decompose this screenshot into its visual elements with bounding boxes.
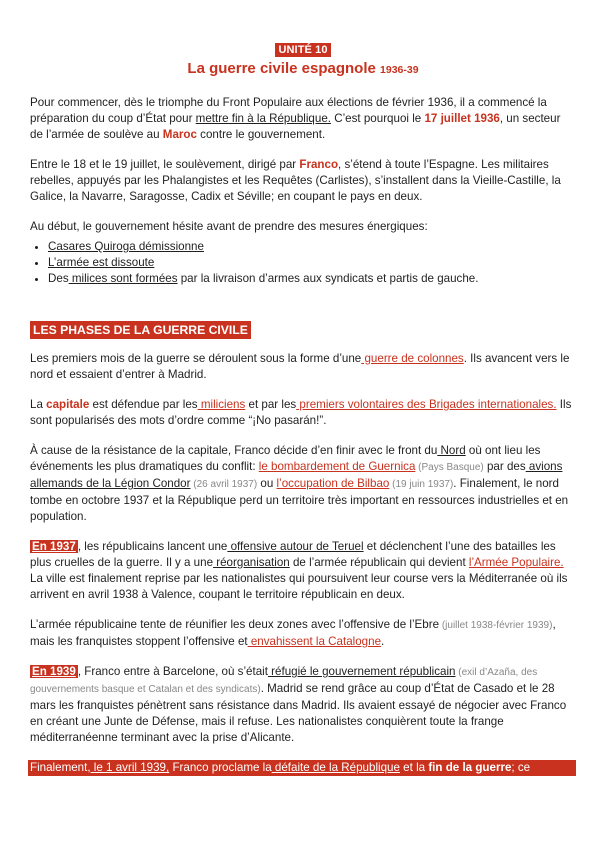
grey-note: (Pays Basque) <box>415 462 484 473</box>
title-years: 1936-39 <box>380 64 419 76</box>
highlight-year: En 1937 <box>32 540 76 553</box>
text: . Ils avancent vers le nord et essaient d’entrer à Madrid. <box>30 352 570 381</box>
text: Des <box>48 272 69 285</box>
text: Ils sont popularisés des mots d’ordre comme “¡No pasarán!”. <box>30 398 572 427</box>
measures-list <box>30 239 576 287</box>
underlined-text: offensive autour de Teruel <box>227 540 364 553</box>
text: Franco proclame la <box>169 761 272 774</box>
text: , Franco entre à Barcelone, où s’était <box>77 665 268 678</box>
section-heading: LES PHASES DE LA GUERRE CIVILE <box>30 321 251 339</box>
grey-note: (19 juin 1937) <box>389 479 454 490</box>
text: , un secteur de l’armée de soulève au <box>30 112 561 141</box>
text: L’armée républicaine tente de réunifier les deux zones avec l’offensive de l’Ebre <box>30 618 440 631</box>
underlined-text: le 1 avril 1939, <box>90 761 170 774</box>
highlight-capitale: capitale <box>46 398 90 411</box>
text: contre le gouvernement. <box>196 128 326 141</box>
red-underlined-text: l’Armée Populaire. <box>468 556 564 569</box>
phases-paragraph-4 <box>30 539 576 603</box>
phases-paragraph-7 <box>28 760 576 776</box>
grey-note: (juillet 1938-février 1939) <box>439 620 553 631</box>
text: , les républicains lancent une <box>77 540 228 553</box>
underlined-text: L’armée est dissoute <box>48 256 155 269</box>
text: et la <box>399 761 429 774</box>
document-page <box>30 40 576 776</box>
list-item <box>48 255 576 271</box>
text: . Finalement, le nord tombe en octobre 1937 et la République perd un territoire très important en ressources industrielles et en population. <box>30 477 569 523</box>
text: ou <box>257 477 277 490</box>
text: Pour commencer, dès le triomphe du Front Populaire aux élections de février 1936, il a commencé la préparation du coup d’État pour <box>30 96 547 125</box>
intro-paragraph-2 <box>30 157 576 205</box>
title-text: La guerre civile espagnole <box>187 60 376 77</box>
phases-paragraph-3 <box>30 443 576 525</box>
underlined-text: avions allemands de la Légion Condor <box>30 460 563 490</box>
text: . Madrid se rend grâce au coup d’État de Casado et le 28 mars les franquistes pénètrent sans résistance dans Madrid. Ils avaient essayé de négocier avec Franco en créant une Junte de Défense, mais il refuse. Les nationalistes conquièrent toute la frange méditerranéenne terminant avec la prise d’Alicante. <box>30 682 567 744</box>
phases-paragraph-5 <box>30 617 576 650</box>
list-item <box>48 271 576 287</box>
text: par la livraison d’armes aux syndicats et partis de gauche. <box>177 272 479 285</box>
text: , s’étend à toute l’Espagne. Les militaires rebelles, appuyés par les Phalangistes et les Requêtes (Carlistes), s’installent dans la Vieille-Castille, la Galice, la Navarre, Saragosse, Cadix et Séville; en coupant le pays en deux. <box>30 158 561 203</box>
underlined-text: Nord <box>437 444 466 457</box>
text: Entre le 18 et le 19 juillet, le soulèvement, dirigé par <box>30 158 300 171</box>
highlight-franco: Franco <box>299 158 339 171</box>
red-underlined-text: envahissent la Catalogne <box>247 635 382 648</box>
page-title <box>30 60 576 77</box>
list-item <box>48 239 576 255</box>
red-underlined-text: guerre de colonnes <box>361 352 464 365</box>
text: C’est pourquoi le <box>331 112 425 125</box>
underlined-text: réfugié le gouvernement républicain <box>267 665 456 678</box>
bold-text: fin de la guerre <box>428 761 512 774</box>
red-underlined-text: premiers volontaires des Brigades internationales. <box>296 398 557 411</box>
text: Les premiers mois de la guerre se déroulent sous la forme d’une <box>30 352 362 365</box>
red-underlined-text: miliciens <box>197 398 246 411</box>
highlight-maroc: Maroc <box>162 128 197 141</box>
intro-paragraph-1 <box>30 95 576 143</box>
text: où ont lieu les événements les plus dramatiques du conflit: <box>30 444 541 473</box>
red-underlined-text: l’occupation de Bilbao <box>276 477 390 490</box>
underlined-text: réorganisation <box>213 556 290 569</box>
grey-note: (exil d’Azaña, des gouvernements basque et Catalan et des syndicats) <box>30 667 538 695</box>
highlight-date: 17 juillet 1936 <box>424 112 500 125</box>
grey-note: (26 avril 1937) <box>190 479 258 490</box>
text: À cause de la résistance de la capitale, Franco décide d’en finir avec le front du <box>30 444 438 457</box>
unit-label-wrap <box>30 40 576 58</box>
text: est défendue par les <box>89 398 198 411</box>
text: par des <box>483 460 526 473</box>
text: La <box>30 398 47 411</box>
phases-paragraph-6 <box>30 664 576 746</box>
text: La ville est finalement reprise par les nationalistes qui poursuivent leur course vers la Méditerranée où ils arrivent en avril 1938 à Valence, coupant le territoire républicain en deux. <box>30 572 568 601</box>
red-underlined-text: le bombardement de Guernica <box>258 460 416 473</box>
text: et par les <box>245 398 297 411</box>
underlined-text: défaite de la République <box>271 761 400 774</box>
text: Finalement, <box>30 761 91 774</box>
underlined-text: Casares Quiroga démissionne <box>48 240 204 253</box>
underlined-text: mettre fin à la République. <box>195 112 331 125</box>
text: de l’armée républicain qui devient <box>289 556 469 569</box>
text: , mais les franquistes stoppent l’offensive et <box>30 618 556 648</box>
intro-paragraph-3: Au début, le gouvernement hésite avant de prendre des mesures énergiques: <box>30 220 428 233</box>
phases-paragraph-1 <box>30 351 576 383</box>
highlight-year: En 1939 <box>32 665 76 678</box>
phases-paragraph-2 <box>30 397 576 429</box>
text: et déclenchent l’une des batailles les plus cruelles de la guerre. Il y a une <box>30 540 556 569</box>
underlined-text: milices sont formées <box>68 272 178 285</box>
unit-label: UNITÉ 10 <box>275 43 330 57</box>
text: . <box>381 635 385 648</box>
text: ; ce <box>511 761 531 774</box>
